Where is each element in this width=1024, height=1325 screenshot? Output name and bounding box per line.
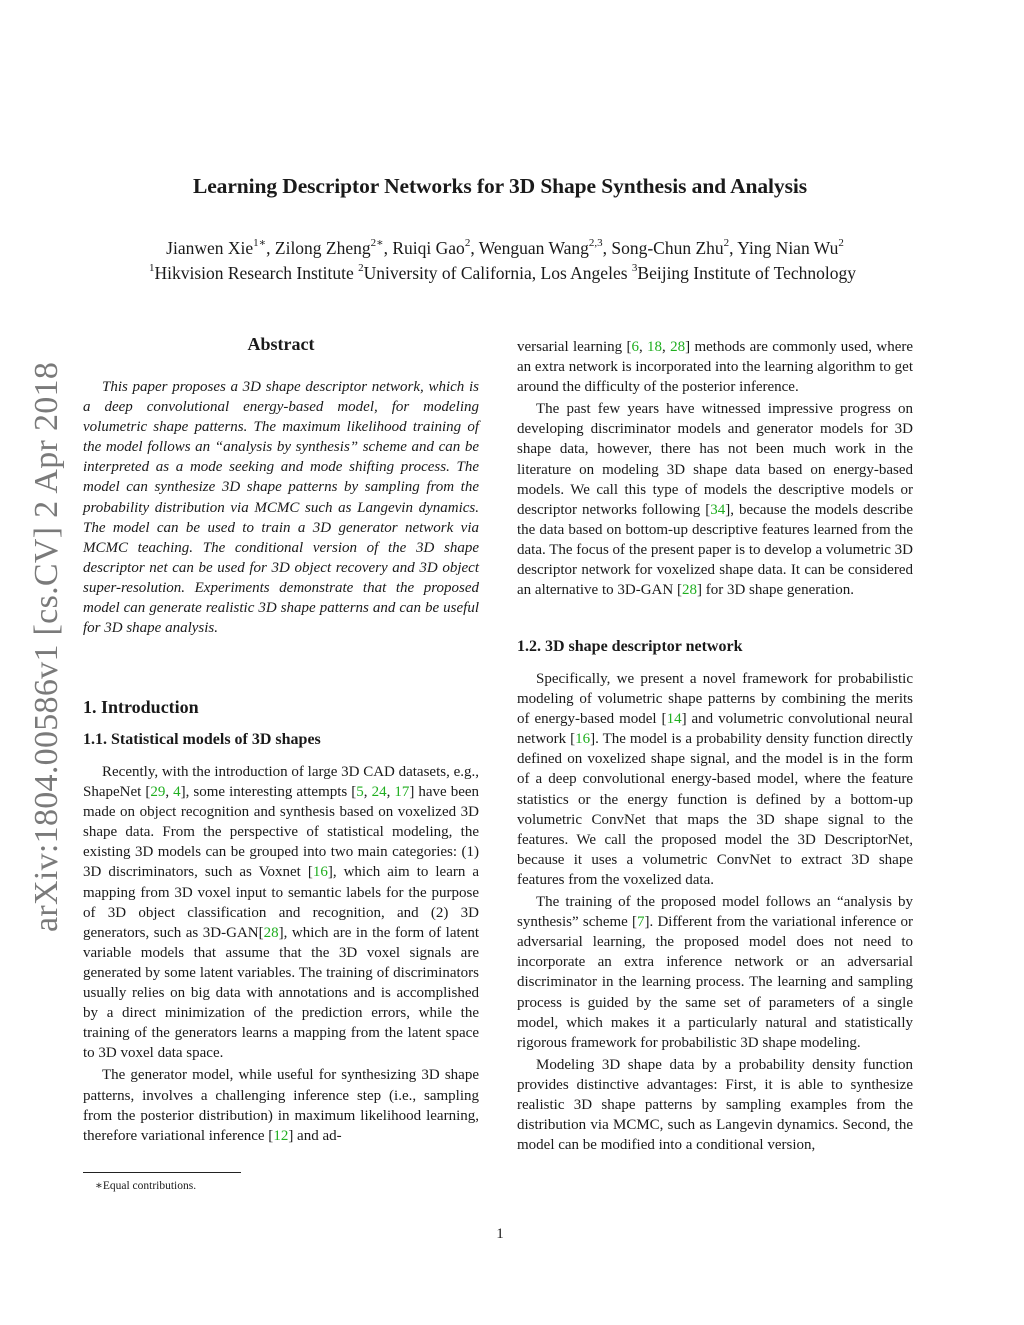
citation-link[interactable]: 6 <box>631 339 639 355</box>
citation-link[interactable]: 29 <box>150 784 166 801</box>
author: Ruiqi Gao$^2$ <box>392 237 471 258</box>
citation-link[interactable]: 16 <box>575 731 591 748</box>
citation-link[interactable]: 7 <box>637 914 645 931</box>
paragraph: versarial learning [6, 18, 28] methods are commonly used, where an extra network is incorporated into the learning algorithm to get around the difficulty of the posterior inference. <box>517 339 914 396</box>
citation-link[interactable]: 4 <box>173 784 181 801</box>
citation-link[interactable]: 5 <box>356 784 364 801</box>
page-number: 1 <box>496 1226 504 1242</box>
paper-title: Learning Descriptor Networks for 3D Shape Synthesis and Analysis <box>193 174 807 198</box>
abstract-heading: Abstract <box>247 334 315 354</box>
paragraph: The training of the proposed model follows an “analysis by synthesis” scheme [7]. Different from the variational inference or adversarial learning, the proposed model does not need to incorporate an extra inference network or an adversarial discriminator in the learning process. The learning and sampling process is guided by the same set of parameters of a single model, which makes it a particularly natural and statistically rigorous framework for probabilistic 3D shape modeling. <box>517 894 913 1051</box>
author: Wenguan Wang$^{2,3}$ <box>478 237 603 258</box>
citation-link[interactable]: 12 <box>273 1127 289 1144</box>
section-heading-introduction: 1. Introduction <box>83 697 199 717</box>
left-column-body <box>83 762 479 1146</box>
citation-link[interactable]: 28 <box>681 582 697 599</box>
affiliation: $^3$Beijing Institute of Technology <box>631 262 857 283</box>
subsection-heading-descriptor-network: 1.2. 3D shape descriptor network <box>517 638 743 655</box>
paragraph: Specifically, we present a novel framework for probabilistic modeling of volumetric shape patterns by combining the merits of energy-based model [14] and volumetric convolutional neural network [16]. The model is a probability density function directly defined on voxelized shape signal, and the model is in the form of a deep convolutional energy-based model, where the feature statistics or the energy function is defined by a bottom-up volumetric ConvNet that maps the 3D shape signal to the features. We call the proposed model the 3D DescriptorNet, because it uses a volumetric ConvNet to extract 3D shape features from the voxelized data. <box>517 671 914 888</box>
arxiv-identifier: arXiv:1804.00586v1 [cs.CV] 2 Apr 2018 <box>28 361 65 932</box>
citation-link[interactable]: 28 <box>263 924 279 941</box>
paragraph: Modeling 3D shape data by a probability density function provides distinctive advantages: First, it is able to synthesize realistic 3D shape patterns by sampling examples from the distribution via MCMC, such as Langevin dynamics. Second, the model can be modified into a conditional version, <box>517 1056 913 1154</box>
affiliation-list <box>0 263 1005 284</box>
affiliation: $^1$Hikvision Research Institute <box>148 262 354 283</box>
abstract-text <box>83 377 479 638</box>
affiliation: $^2$University of California, Los Angeles <box>358 262 628 283</box>
footnote-rule <box>83 1172 241 1173</box>
citation-link[interactable]: 34 <box>710 501 726 518</box>
right-column-body-top <box>517 337 913 600</box>
author: Ying Nian Wu$^2$ <box>737 237 844 258</box>
citation-link[interactable]: 24 <box>371 784 387 801</box>
citation-link[interactable]: 28 <box>670 339 686 355</box>
citation-link[interactable]: 18 <box>647 339 663 355</box>
citation-link[interactable]: 16 <box>312 864 328 881</box>
subsection-heading-statistical-models: 1.1. Statistical models of 3D shapes <box>83 731 321 748</box>
author: Jianwen Xie$^{1∗}$ <box>166 237 267 258</box>
paragraph: Recently, with the introduction of large 3D CAD datasets, e.g., ShapeNet [29, 4], some interesting attempts [5, 24, 17] have been made on object recognition and synthesis based on voxelized 3D shape data. From the perspective of statistical modeling, the existing 3D models can be grouped into two main categories: (1) 3D discriminators, such as Voxnet [16], which aim to learn a mapping from 3D voxel input to semantic labels for the purpose of 3D object classification and recognition, and (2) 3D generators, such as 3D-GAN[28], which are in the form of latent variable models that assume that the 3D voxel signals are generated by some latent variables. The training of discriminators usually relies on big data with annotations and is accomplished by a direct minimization of the prediction errors, while the training of the generators learns a mapping from the latent space to 3D voxel data space. <box>83 764 480 1062</box>
right-column-body-bottom <box>517 669 913 1155</box>
author: Song-Chun Zhu$^2$ <box>611 237 730 258</box>
abstract-paragraph: This paper proposes a 3D shape descriptor network, which is a deep convolutional energy-based model, for modeling volumetric shape patterns. The maximum likelihood training of the model follows an “analysis by synthesis” scheme and can be interpreted as a mode seeking and mode shifting process. The model can synthesize 3D shape patterns by sampling from the probability distribution via MCMC such as Langevin dynamics. The model can be used to train a 3D generator network via MCMC teaching. The conditional version of the 3D shape descriptor net can be used for 3D object recovery and 3D object super-resolution. Experiments demonstrate that the proposed model can generate realistic 3D shape patterns and can be useful for 3D shape analysis. <box>83 379 479 637</box>
author-list: Jianwen Xie$^{1∗}$, Zilong Zheng$^{2∗}$, Ruiqi Gao$^2$, Wenguan Wang$^{2,3}$, Song-Chun Zhu$^2$, Ying Nian Wu$^2$ <box>166 237 844 258</box>
footnote: ∗Equal contributions. <box>95 1180 197 1192</box>
author: Zilong Zheng$^{2∗}$ <box>274 237 384 258</box>
citation-link[interactable]: 14 <box>666 711 682 728</box>
paragraph: The past few years have witnessed impressive progress on developing discriminator models and generator models for 3D shape data, however, there has not been much work in the literature on modeling 3D shape data based on energy-based models. We call this type of models the descriptive models or descriptor networks following [34], because the models describe the data based on bottom-up descriptive features learned from the data. The focus of the present paper is to develop a volumetric 3D descriptor network for voxelized shape data. It can be considered an alternative to 3D-GAN [28] for 3D shape generation. <box>517 401 913 599</box>
citation-link[interactable]: 17 <box>394 784 410 801</box>
paragraph: The generator model, while useful for synthesizing 3D shape patterns, involves a challenging inference step (i.e., sampling from the posterior distribution) in maximum likelihood learning, therefore variational inference [12] and ad- <box>83 1067 479 1144</box>
